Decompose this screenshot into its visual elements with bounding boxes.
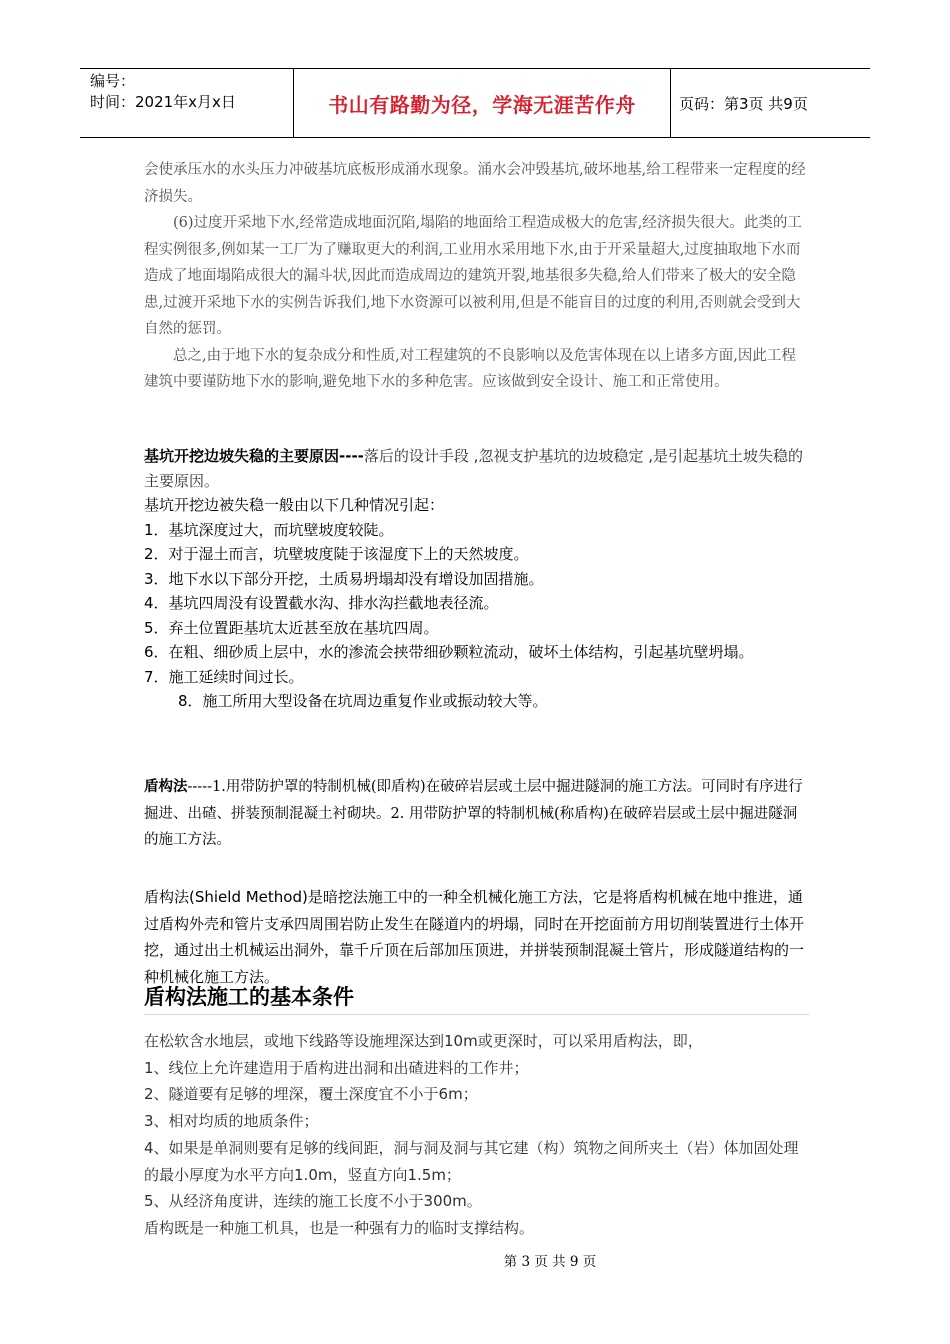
shield-method-section: [144, 884, 809, 990]
list-item: 7．施工延续时间过长。: [144, 667, 304, 686]
number-label: 编号：: [90, 72, 136, 90]
header-motto: 书山有路勤为径，学海无涯苦作舟: [294, 69, 671, 137]
top-section: [144, 157, 809, 396]
list-item: 5、从经济角度讲，连续的施工长度不小于300m。: [144, 1192, 482, 1211]
slope-lead-term: 基坑开挖边坡失稳的主要原因----: [144, 447, 364, 465]
header-page-code: 页码：第3页 共9页: [679, 94, 808, 113]
list-item: 1、线位上允许建造用于盾构进出洞和出碴进料的工作井；: [144, 1058, 529, 1077]
section-heading: 盾构法施工的基本条件: [144, 982, 809, 1015]
paragraph: 总之,由于地下水的复杂成分和性质,对工程建筑的不良影响以及危害体现在以上诸多方面,因此工程建筑中要谨防地下水的影响,避免地下水的多种危害。应该做到安全设计、施工和正常使用。: [144, 347, 796, 390]
list-item: 4．基坑四周没有设置截水沟、排水沟拦截地表径流。: [144, 594, 499, 612]
slope-section: [144, 444, 809, 714]
list-item: 2、隧道要有足够的埋深，覆土深度宜不小于6m；: [144, 1085, 478, 1104]
conditions-section: [144, 1028, 809, 1242]
list-item: 6．在粗、细砂质上层中，水的渗流会挟带细砂颗粒流动，破坏土体结构，引起基坑壁坍塌。: [144, 643, 754, 661]
slope-lead-text: 落后的设计手段 ,忽视支护基坑的边坡稳定 ,是引起基坑土坡失稳的主要原因。: [144, 447, 803, 490]
time-label: 时间：2021年x月x日: [90, 93, 236, 111]
conditions-closing: 盾构既是一种施工机具，也是一种强有力的临时支撑结构。: [144, 1218, 535, 1237]
shield-method-paragraph: 盾构法(Shield Method)是暗挖法施工中的一种全机械化施工方法，它是将盾构机械在地中推进，通过盾构外壳和管片支承四周围岩防止发生在隧道内的坍塌，同时在开挖面前方用切削装置进行土体开挖，通过出土机械运出洞外，靠千斤顶在后部加压顶进，并拼装预制混凝土管片，形成隧道结构的一种机械化施工方法。: [144, 888, 805, 986]
list-item: 1．基坑深度过大，而坑壁坡度较陡。: [144, 520, 394, 539]
page-footer: [0, 1250, 950, 1270]
paragraph: (6)过度开采地下水,经常造成地面沉陷,塌陷的地面给工程造成极大的危害,经济损失很大。此类的工程实例很多,例如某一工厂为了赚取更大的利润,工业用水采用地下水,由于开采量超大,过度抽取地下水而造成了地面塌陷成很大的漏斗状,因此而造成周边的建筑开裂,地基很多失稳,给人们带来了极大的安全隐患,过渡开采地下水的实例告诉我们,地下水资源可以被利用,但是不能盲目的过度的利用,否则就会受到大自然的惩罚。: [144, 215, 802, 337]
shield-definition-text: [144, 774, 809, 854]
paragraph: 会使承压水的水头压力冲破基坑底板形成涌水现象。涌水会冲毁基坑,破坏地基,给工程带来一定程度的经济损失。: [144, 162, 806, 205]
footer-page-number: 第 3 页 共 9 页: [503, 1254, 597, 1270]
shield-term: 盾构法: [144, 778, 188, 795]
list-item: 3、相对均质的地质条件；: [144, 1112, 319, 1131]
slope-intro: 基坑开挖边被失稳一般由以下几种情况引起：: [144, 496, 445, 514]
list-item: 4、如果是单洞则要有足够的线间距，洞与洞及洞与其它建（构）筑物之间所夹土（岩）体加固处理的最小厚度为水平方向1.0m，竖直方向1.5m；: [144, 1138, 799, 1184]
list-item: 3．地下水以下部分开挖，土质易坍塌却没有增设加固措施。: [144, 569, 544, 588]
header-meta: [80, 69, 294, 137]
list-item: 8．施工所用大型设备在坑周边重复作业或振动较大等。: [178, 692, 548, 710]
list-item: 5．弃土位置距基坑太近甚至放在基坑四周。: [144, 618, 439, 637]
list-item: 2．对于湿土而言，坑壁坡度陡于该湿度下上的天然坡度。: [144, 545, 529, 563]
page-header: [80, 68, 870, 138]
shield-definition-body: -----1.用带防护罩的特制机械(即盾构)在破碎岩层或土层中掘进隧洞的施工方法。可同时有序进行掘进、出碴、拼装预制混凝土衬砌块。2. 用带防护罩的特制机械(称盾构)在破碎岩层或土层中掘进隧洞的施工方法。: [144, 779, 803, 848]
slope-lead: [144, 444, 809, 493]
shield-definition: [144, 774, 809, 854]
conditions-intro: 在松软含水地层，或地下线路等设施埋深达到10m或更深时，可以采用盾构法，即，: [144, 1032, 703, 1050]
